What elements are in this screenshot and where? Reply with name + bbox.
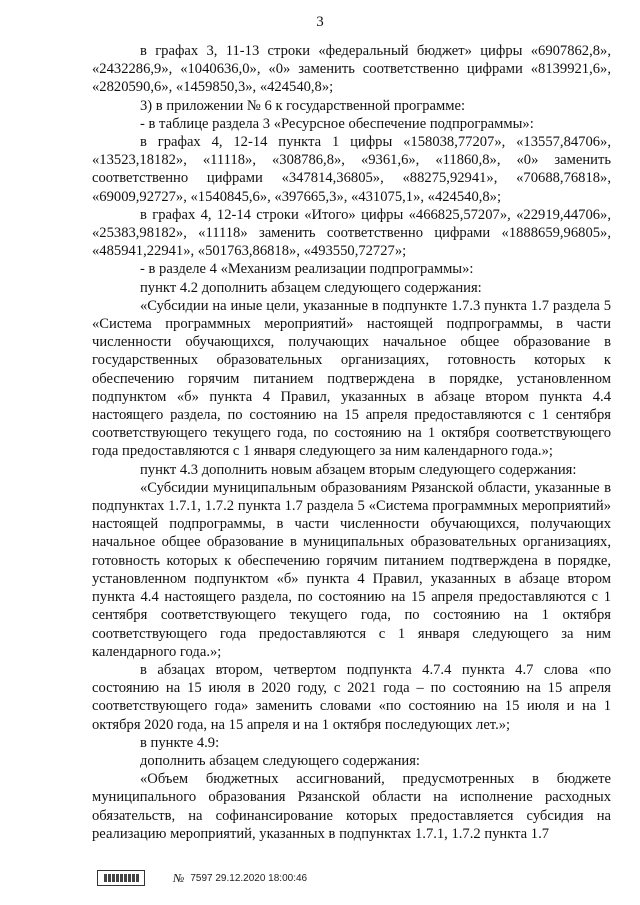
registration-stamp-icon: [97, 870, 145, 886]
paragraph: - в таблице раздела 3 «Ресурсное обеспечение подпрограммы»:: [140, 115, 534, 132]
paragraph: - в разделе 4 «Механизм реализации подпрограммы»:: [140, 261, 474, 278]
paragraph: «Объем бюджетных ассигнований, предусмотренных в бюджете муниципального образования Рязанской области на исполнение расходных обязательств, на софинансирование которых предоставляется субсидия на реализацию мероприятий, указанных в подпунктах 1.7.1, 1.7.2 пункта 1.7: [92, 771, 611, 842]
paragraph: «Субсидии муниципальным образованиям Рязанской области, указанные в подпунктах 1.7.1, 1.7.2 пункта 1.7 раздела 5 «Система программных мероприятий» настоящей подпрограммы, в части численности обучающихся, получающих начальное общее образование в муниципальных образовательных организациях, готовность которых к обеспечению горячим питанием подтверждена в порядке, установленном подпунктом «б» пункта 4 Правил, указанных в абзаце втором пункта 4.4 настоящего раздела, по состоянию на 15 апреля предоставляются с 1 сентября соответствующего текущего года, по состоянию на 1 октября соответствующего года предоставляются с 1 января следующего за ним календарного года.»;: [92, 479, 611, 660]
paragraph: пункт 4.3 дополнить новым абзацем вторым следующего содержания:: [140, 461, 577, 478]
paragraph: «Субсидии на иные цели, указанные в подпункте 1.7.3 пункта 1.7 раздела 5 «Система программных мероприятий» настоящей подпрограммы, в части численности обучающихся, получающих начальное общее образование в государственных образовательных организациях, готовность которых к обеспечению горячим питанием подтверждена в порядке, установленном подпунктом «б» пункта 4 Правил, указанных в абзаце втором пункта 4.4 настоящего раздела, по состоянию на 15 апреля предоставляются с 1 сентября соответствующего текущего года, по состоянию на 1 октября соответствующего года предоставляются с 1 января следующего за ним календарного года.»;: [92, 297, 611, 460]
document-body: [92, 42, 611, 843]
document-number-mark: №: [173, 870, 185, 885]
paragraph: в графах 3, 11-13 строки «федеральный бюджет» цифры «6907862,8», «2432286,9», «1040636,0», «0» заменить соответственно цифрами «8139921,6», «2820590,6», «1459850,3», «424540,8»;: [92, 43, 611, 96]
paragraph: в пункте 4.9:: [140, 734, 220, 751]
paragraph: в графах 4, 12-14 пункта 1 цифры «158038,77207», «13557,84706», «13523,18182», «11118», «308786,8», «9361,6», «11860,8», «0» заменить соответственно цифрами «347814,36805», «88275,92941», «70688,76818», «69009,92727», «1540845,6», «397665,3», «431075,1», «424540,8»;: [92, 134, 611, 205]
paragraph: в графах 4, 12-14 строки «Итого» цифры «466825,57207», «22919,44706», «25383,98182», «11118» заменить соответственно цифрами «1888659,96805», «485941,22941», «501763,86818», «493550,72727»;: [92, 206, 611, 260]
registration-info: 7597 29.12.2020 18:00:46: [190, 872, 308, 884]
footer: [97, 870, 307, 886]
page-number: 3: [316, 14, 324, 30]
paragraph: в абзацах втором, четвертом подпункта 4.7.4 пункта 4.7 слова «по состоянию на 15 июля в 2020 году, с 2021 года – по состоянию на 15 апреля соответствующего года» заменить словами «по состоянию на 15 июля и на 1 октября 2020 года, на 15 апреля и на 1 октября последующих лет.»;: [92, 661, 611, 733]
paragraph: 3) в приложении № 6 к государственной программе:: [140, 97, 466, 114]
paragraph: дополнить абзацем следующего содержания:: [140, 752, 420, 769]
paragraph: пункт 4.2 дополнить абзацем следующего содержания:: [140, 279, 482, 296]
